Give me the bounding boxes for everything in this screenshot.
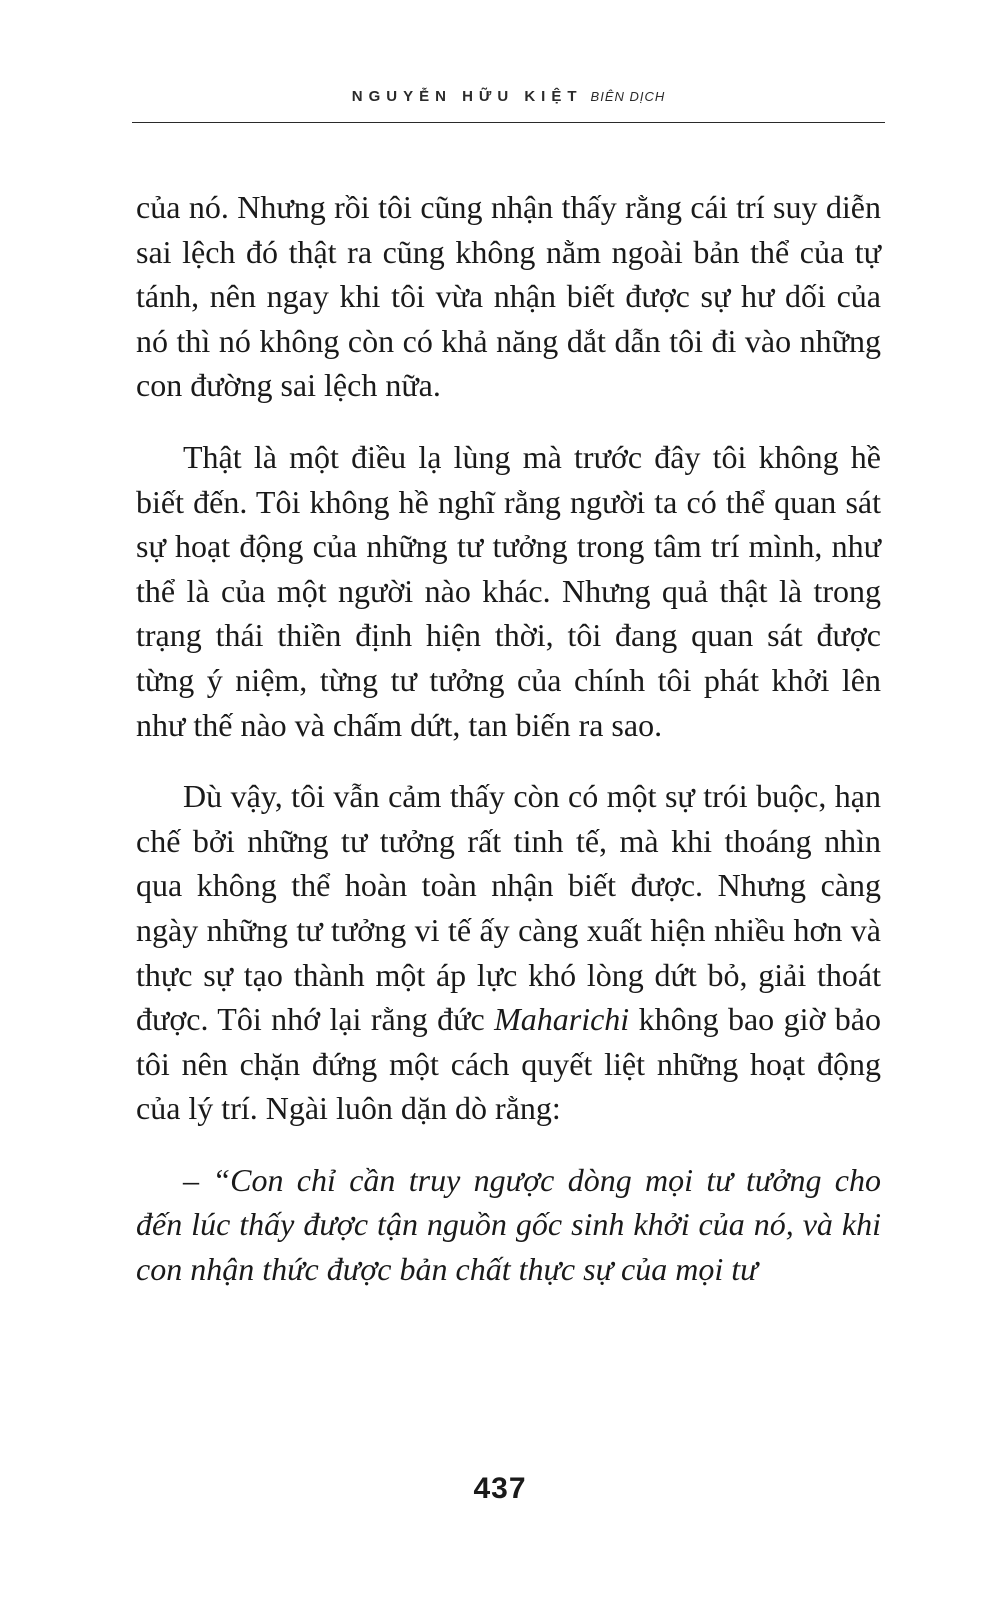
page-body (136, 185, 881, 1292)
running-header (132, 82, 885, 123)
paragraph-continued: của nó. Nhưng rồi tôi cũng nhận thấy rằng cái trí suy diễn sai lệch đó thật ra cũng không nằm ngoài bản thể của tự tánh, nên ngay khi tôi vừa nhận biết được sự hư dối của nó thì nó không còn có khả năng dắt dẫn tôi đi vào những con đường sai lệch nữa. (136, 189, 881, 404)
header-role: BIÊN DỊCH (590, 89, 666, 104)
paragraph-text: Dù vậy, tôi vẫn cảm thấy còn có một sự trói buộc, hạn chế bởi những tư tưởng rất tinh tế, mà khi thoáng nhìn qua không thể hoàn toàn nhận biết được. Nhưng càng ngày những tư tưởng vi tế ấy càng xuất hiện nhiều hơn và thực sự tạo thành một áp lực khó lòng dứt bỏ, giải thoát được. Tôi nhớ lại rằng đức (136, 778, 881, 1038)
quotation-paragraph: – “Con chỉ cần truy ngược dòng mọi tư tưởng cho đến lúc thấy được tận nguồn gốc sinh khởi của nó, và khi con nhận thức được bản chất thực sự của mọi tư (136, 1161, 881, 1288)
paragraph: Thật là một điều lạ lùng mà trước đây tôi không hề biết đến. Tôi không hề nghĩ rằng người ta có thể quan sát sự hoạt động của những tư tưởng trong tâm trí mình, như thể là của một người nào khác. Nhưng quả thật là trong trạng thái thiền định hiện thời, tôi đang quan sát được từng ý niệm, từng tư tưởng của chính tôi phát khởi lên như thế nào và chấm dứt, tan biến ra sao. (136, 438, 881, 743)
running-header-text (132, 88, 885, 106)
paragraph (136, 774, 881, 1131)
italic-name: Maharichi (494, 1001, 630, 1038)
page-number: 437 (473, 1472, 527, 1505)
header-author: NGUYỄN HỮU KIỆT (351, 88, 583, 105)
paragraph-text: không bao giờ bảo tôi nên chặn đứng một cách quyết liệt những hoạt động của lý trí. Ngài luôn dặn dò rằng: (136, 1001, 882, 1127)
